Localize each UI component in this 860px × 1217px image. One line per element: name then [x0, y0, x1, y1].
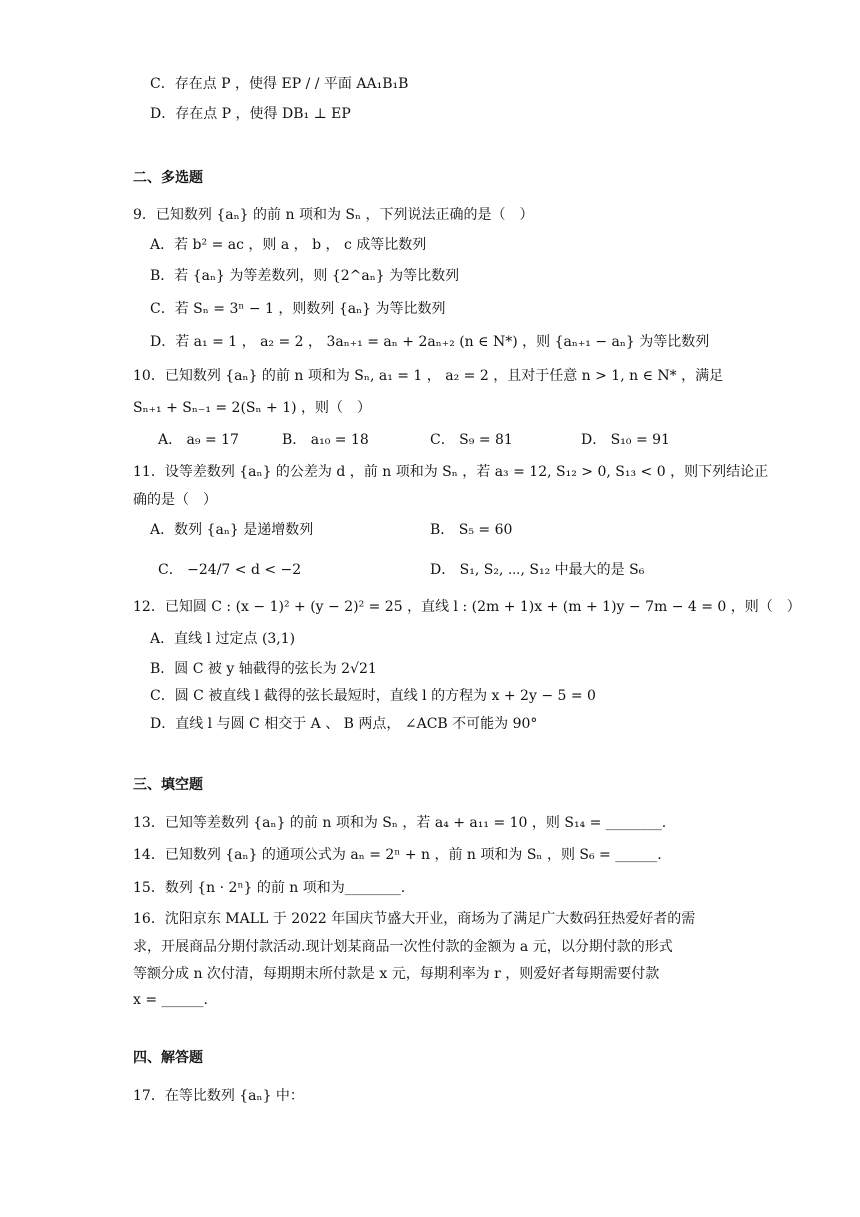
q8-option-c: C．存在点 P ，使得 EP / / 平面 AA₁B₁B: [150, 76, 409, 92]
q11-option-d: D． S₁, S₂, ⋯, S₁₂ 中最大的是 S₆: [430, 562, 645, 578]
q10-option-b: B． a₁₀ = 18: [282, 432, 369, 448]
question-16-line-2: 求，开展商品分期付款活动.现计划某商品一次性付款的金额为 a 元，以分期付款的形式: [133, 939, 673, 955]
q12-option-c: C．圆 C 被直线 l 截得的弦长最短时，直线 l 的方程为 x + 2y − 5 = 0: [150, 688, 596, 704]
q10-option-a: A． a₉ = 17: [158, 432, 239, 448]
question-11: 11．设等差数列 {aₙ} 的公差为 d ，前 n 项和为 Sₙ ，若 a₃ = 12, S₁₂ > 0, S₁₃ < 0 ，则下列结论正: [133, 464, 769, 480]
question-17: 17．在等比数列 {aₙ} 中：: [133, 1088, 304, 1104]
q12-option-d: D．直线 l 与圆 C 相交于 A 、 B 两点， ∠ACB 不可能为 90°: [150, 716, 538, 732]
q9-option-c: C．若 Sₙ = 3ⁿ − 1 ，则数列 {aₙ} 为等比数列: [150, 301, 446, 317]
section-heading-multiple-choice: 二、多选题: [133, 170, 203, 186]
q12-option-b: B．圆 C 被 y 轴截得的弦长为 2√21: [150, 661, 377, 677]
q10-option-d: D． S₁₀ = 91: [581, 432, 670, 448]
question-12: 12．已知圆 C : (x − 1)² + (y − 2)² = 25 ，直线 l : (2m + 1)x + (m + 1)y − 7m − 4 = 0 ，则（ ）: [133, 599, 801, 615]
q11-option-c: C． −24/7 < d < −2: [158, 562, 302, 578]
q8-option-d: D．存在点 P ，使得 DB₁ ⊥ EP: [150, 106, 351, 122]
q10-option-c: C． S₉ = 81: [430, 432, 513, 448]
question-9: 9．已知数列 {aₙ} 的前 n 项和为 Sₙ ，下列说法正确的是（ ）: [133, 207, 534, 223]
question-16-line-4: x = ______.: [133, 992, 208, 1008]
question-13: 13．已知等差数列 {aₙ} 的前 n 项和为 Sₙ ，若 a₄ + a₁₁ = 10 ，则 S₁₄ = ________.: [133, 815, 667, 831]
question-16: 16．沈阳京东 MALL 于 2022 年国庆节盛大开业，商场为了满足广大数码狂热爱好者的需: [133, 911, 696, 927]
question-16-line-3: 等额分成 n 次付清，每期期末所付款是 x 元，每期利率为 r ，则爱好者每期需要付款: [133, 966, 660, 982]
question-14: 14．已知数列 {aₙ} 的通项公式为 aₙ = 2ⁿ + n ，前 n 项和为 Sₙ ，则 S₆ = ______.: [133, 847, 662, 863]
question-10-cont: Sₙ₊₁ + Sₙ₋₁ = 2(Sₙ + 1) ，则（ ）: [133, 400, 372, 416]
question-10: 10．已知数列 {aₙ} 的前 n 项和为 Sₙ, a₁ = 1 ， a₂ = 2 ，且对于任意 n > 1, n ∈ N* ，满足: [133, 368, 724, 384]
section-heading-fill-in: 三、填空题: [133, 777, 203, 793]
q9-option-d: D．若 a₁ = 1 ， a₂ = 2 ， 3aₙ₊₁ = aₙ + 2aₙ₊₂ (n ∈ N*) ，则 {aₙ₊₁ − aₙ} 为等比数列: [150, 334, 710, 350]
q12-option-a: A．直线 l 过定点 (3,1): [150, 631, 296, 647]
question-11-cont: 确的是（ ）: [133, 492, 217, 508]
q11-option-b: B． S₅ = 60: [430, 522, 513, 538]
question-15: 15．数列 {n · 2ⁿ} 的前 n 项和为________.: [133, 880, 406, 896]
q9-option-a: A．若 b² = ac ，则 a ， b ， c 成等比数列: [150, 237, 427, 253]
section-heading-solutions: 四、解答题: [133, 1050, 203, 1066]
q11-option-a: A．数列 {aₙ} 是递增数列: [150, 522, 314, 538]
q9-option-b: B．若 {aₙ} 为等差数列，则 {2^aₙ} 为等比数列: [150, 268, 460, 284]
